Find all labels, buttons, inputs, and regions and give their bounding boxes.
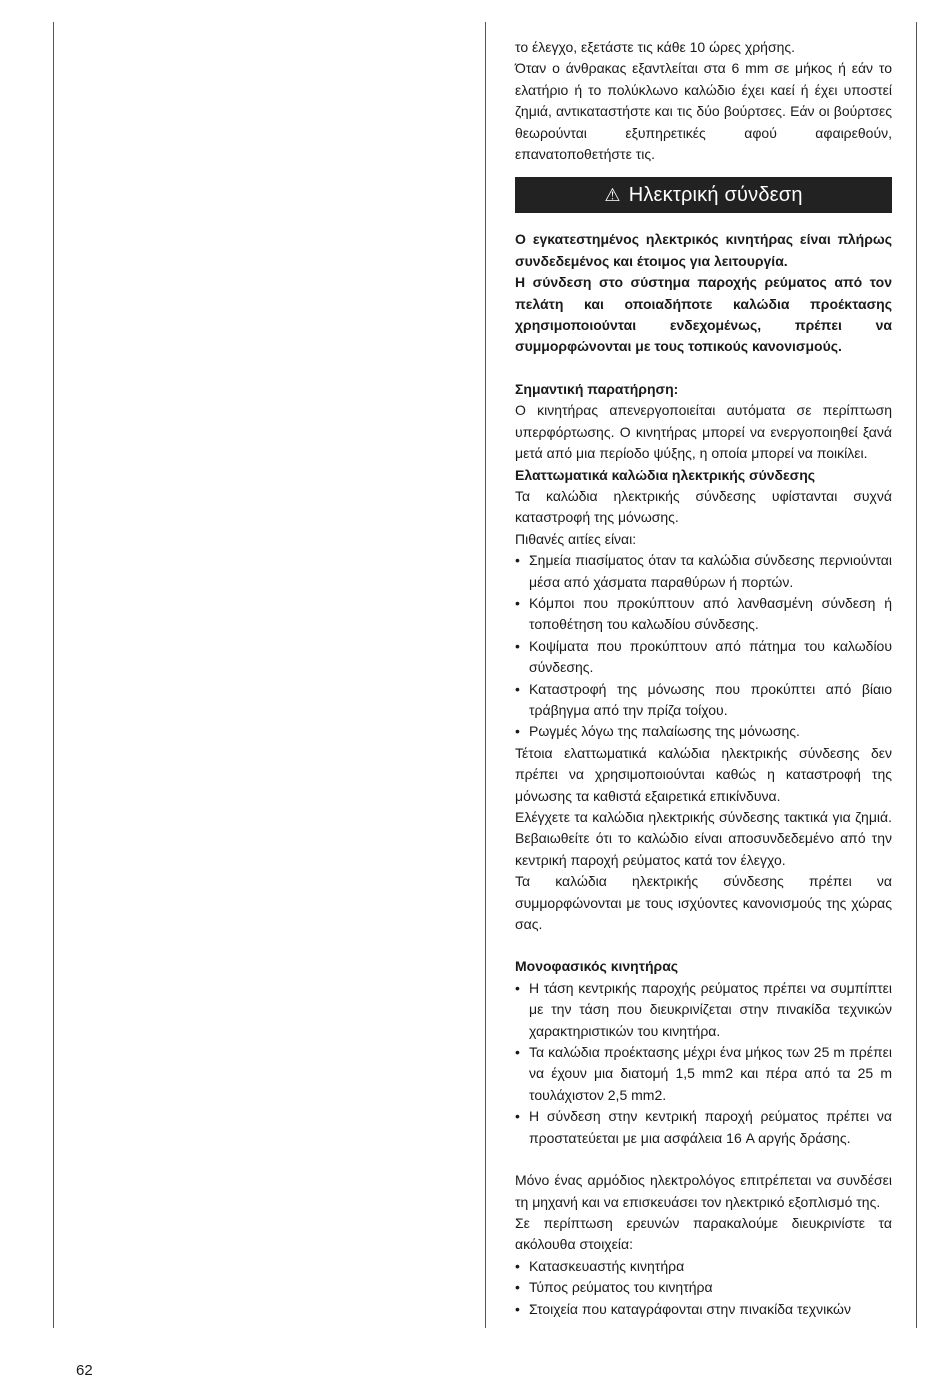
cables-paragraph-4: Ελέγχετε τα καλώδια ηλεκτρικής σύνδεσης τακτικά για ζημιά. Βεβαιωθείτε ότι το καλώδιο είναι αποσυνδεδεμένο από την κεντρική παροχή ρεύματος κατά τον έλεγχο. — [515, 809, 892, 868]
list-item: • Στοιχεία που καταγράφονται στην πινακίδα τεχνικών — [515, 1300, 851, 1317]
closing-paragraph-1: Μόνο ένας αρμόδιος ηλεκτρολόγος επιτρέπεται να συνδέσει τη μηχανή και να επισκευάσει τον ηλεκτρικό εξοπλισμό της. — [515, 1172, 892, 1210]
list-item: • Ρωγμές λόγω της παλαίωσης της μόνωσης. — [515, 723, 800, 740]
bold-paragraph-2: Η σύνδεση στο σύστημα παροχής ρεύματος από τον πελάτη και οποιαδήποτε καλώδια προέκτασης χρησιμοποιούνται ενδεχομένως, πρέπει να συμμορφώνονται με τους τοπικούς κανονισμούς. — [515, 274, 892, 355]
right-column-rule — [916, 22, 917, 1328]
list-item: • Τύπος ρεύματος του κινητήρα — [515, 1279, 713, 1296]
left-column-rule — [53, 22, 54, 1328]
list-item: • Σημεία πιασίματος όταν τα καλώδια σύνδεσης περνιούνται μέσα από χάσματα παραθύρων ή πορτών. — [515, 552, 892, 590]
list-item: • Τα καλώδια προέκτασης μέχρι ένα μήκος των 25 m πρέπει να έχουν μια διατομή 1,5 mm2 και πέρα από τα 25 m τουλάχιστον 2,5 mm2. — [515, 1044, 892, 1103]
cables-heading: Ελαττωματικά καλώδια ηλεκτρικής σύνδεσης — [515, 466, 816, 483]
list-item: • Η σύνδεση στην κεντρική παροχή ρεύματος πρέπει να προστατεύεται με μια ασφάλεια 16 A αργής δράσης. — [515, 1108, 892, 1146]
cables-paragraph-1: Τα καλώδια ηλεκτρικής σύνδεσης υφίστανται συχνά καταστροφή της μόνωσης. — [515, 487, 892, 526]
list-item: • Κατασκευαστής κινητήρα — [515, 1257, 685, 1274]
note-text: Ο κινητήρας απενεργοποιείται αυτόματα σε περίπτωση υπερφόρτωσης. Ο κινητήρας μπορεί να ενεργοποιηθεί ξανά μετά από μια περίοδο ψύξης, η οποία μπορεί να ποικίλει. — [515, 402, 892, 462]
section-banner — [515, 177, 892, 213]
single-phase-list — [515, 978, 892, 1149]
list-item: • Κόμποι που προκύπτουν από λανθασμένη σύνδεση ή τοποθέτηση του καλωδίου σύνδεσης. — [515, 594, 892, 633]
causes-list — [515, 550, 892, 743]
cables-paragraph-2: Πιθανές αιτίες είναι: — [515, 530, 637, 547]
list-item: • Κοψίματα που προκύπτουν από πάτημα του καλωδίου σύνδεσης. — [515, 637, 892, 676]
note-heading: Σημαντική παρατήρηση: — [515, 380, 679, 397]
intro-paragraph-2: Όταν ο άνθρακας εξαντλείται στα 6 mm σε μήκος ή εάν το ελατήριο ή το πολύκλωνο καλώδιο έχει καεί ή έχει υποστεί ζημιά, αντικαταστήστε και τις δύο βούρτσες. Εάν οι βούρτσες θεωρούνται εξυπηρετικές αφού αφαιρεθούν, επανατοποθετήστε τις. — [515, 60, 892, 163]
bold-paragraph-1: Ο εγκατεστημένος ηλεκτρικός κινητήρας είναι πλήρως συνδεδεμένος και έτοιμος για λειτουργία. — [515, 231, 892, 269]
info-list — [515, 1256, 892, 1320]
warning-triangle-icon: ⚠ — [604, 184, 621, 205]
page-number: 62 — [76, 1362, 93, 1379]
single-phase-heading: Μονοφασικός κινητήρας — [515, 958, 679, 975]
intro-paragraph-1: το έλεγχο, εξετάστε τις κάθε 10 ώρες χρήσης. — [515, 39, 796, 55]
cables-paragraph-3: Τέτοια ελαττωματικά καλώδια ηλεκτρικής σύνδεσης δεν πρέπει να χρησιμοποιούνται καθώς η καταστροφή της μόνωσης τα καθιστά εξαιρετικά επικίνδυνα. — [515, 744, 892, 804]
list-item: • Καταστροφή της μόνωσης που προκύπτει από βίαιο τράβηγμα από την πρίζα τοίχου. — [515, 680, 892, 718]
closing-paragraph-2: Σε περίπτωση ερευνών παρακαλούμε διευκρινίστε τα ακόλουθα στοιχεία: — [515, 1214, 892, 1253]
cables-paragraph-5: Τα καλώδια ηλεκτρικής σύνδεσης πρέπει να συμμορφώνονται με τους ισχύοντες κανονισμούς της χώρας σας. — [515, 873, 892, 933]
list-item: • Η τάση κεντρικής παροχής ρεύματος πρέπει να συμπίπτει με την τάση που διευκρινίζεται στην πινακίδα τεχνικών χαρακτηριστικών του κινητήρα. — [515, 979, 892, 1039]
text-column — [515, 37, 892, 1320]
middle-column-rule — [485, 22, 486, 1328]
section-title: Ηλεκτρική σύνδεση — [628, 183, 803, 206]
